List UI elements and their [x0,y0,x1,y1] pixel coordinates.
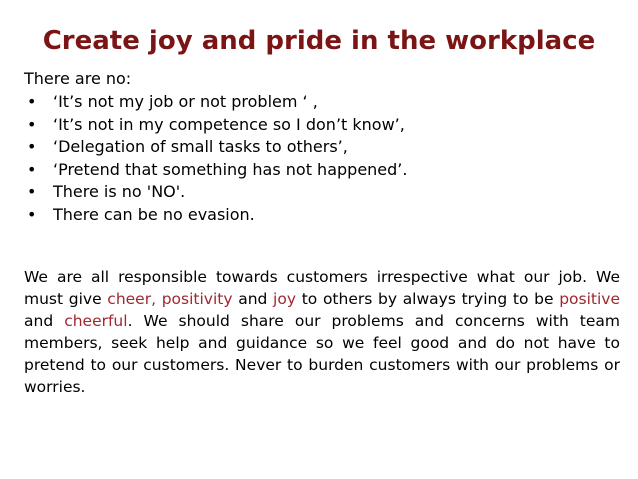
slide-title: Create joy and pride in the workplace [42,26,596,56]
bullet-text: There can be no evasion. [53,204,255,224]
bullet-text: There is no 'NO'. [53,182,186,201]
intro-text: There are no: [24,69,132,88]
highlight-cheer-positivity: cheer, positivity [107,290,233,308]
paragraph-text: and [24,312,65,330]
paragraph-text: and [232,290,274,308]
bullet-text: ‘Pretend that something has not happened’. [53,159,408,179]
bullet-icon: • [27,92,37,111]
highlight-cheerful: cheerful [64,312,128,330]
bullet-text: ‘Delegation of small tasks to others’, [53,137,348,156]
bullet-icon: • [27,137,37,156]
bullet-item [24,204,407,227]
highlight-joy: joy [273,290,297,308]
paragraph-text: . We should share our problems and concerns with team members, seek help and guidance so we feel good and do not have to pretend to our customers. Never to burden customers with our problems or worries. [24,312,620,396]
bullet-item [24,159,407,182]
bullet-icon: • [27,204,37,224]
bullet-item [24,91,407,114]
bullet-item [24,181,407,204]
highlight-positive: positive [559,290,620,308]
bullet-list [24,91,407,226]
paragraph-text: We are all responsible towards customers irrespective what our job. We must give [24,268,620,308]
bullet-item [24,136,407,159]
bullet-text: ‘It’s not my job or not problem ‘ , [53,92,318,111]
body-paragraph [24,266,620,398]
bullet-item [24,114,407,137]
paragraph-text: to others by always trying to be [296,290,560,308]
bullet-icon: • [27,182,37,201]
bullet-text: ‘It’s not in my competence so I don’t know’, [53,114,405,134]
bullet-icon: • [27,114,37,134]
bullet-icon: • [27,159,37,179]
